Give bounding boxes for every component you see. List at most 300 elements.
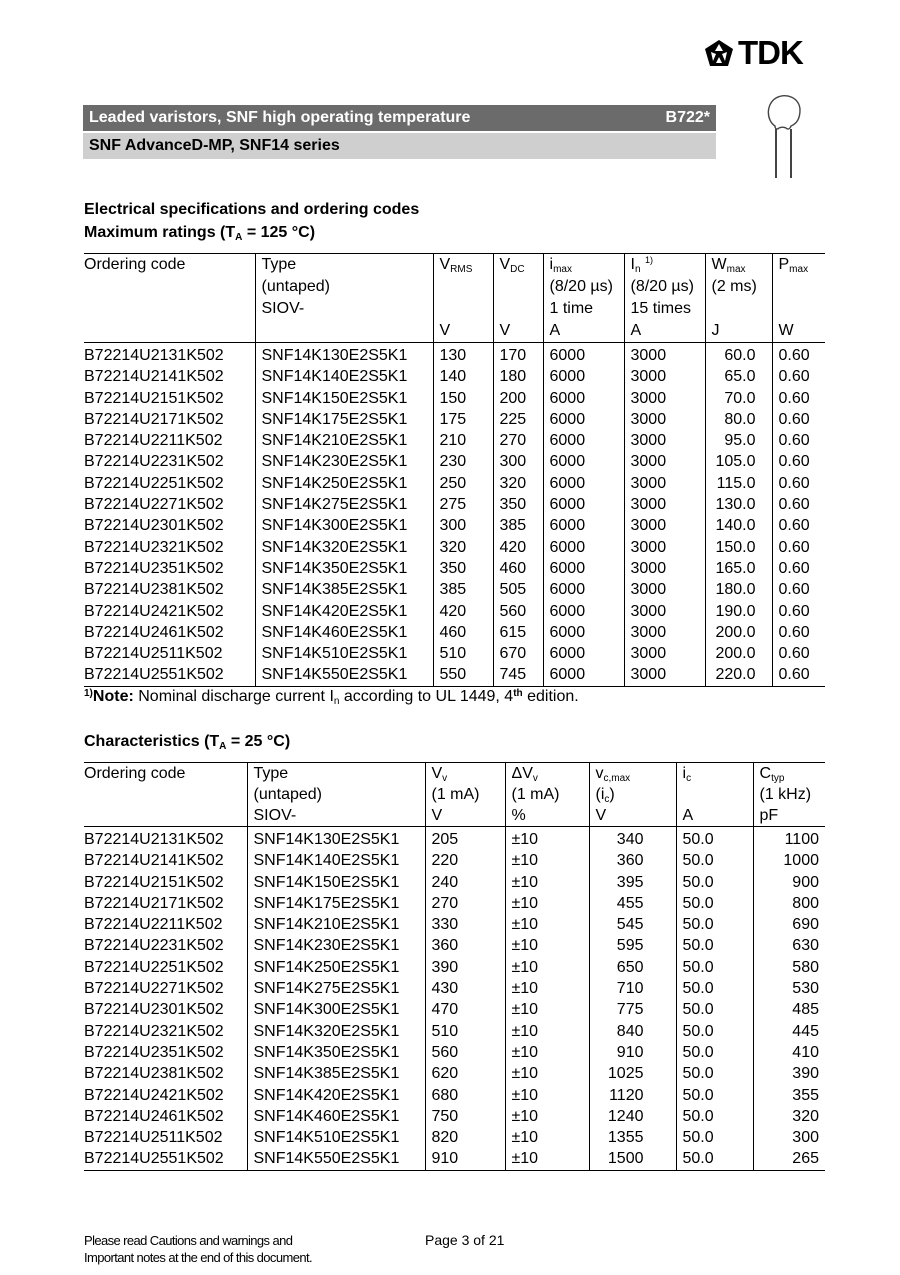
table-cell: SNF14K175E2S5K1 <box>247 893 425 914</box>
table-row <box>84 664 825 686</box>
table-cell: B72214U2421K502 <box>84 602 224 620</box>
table-cell: 670 <box>493 643 543 664</box>
table-cell: SNF14K550E2S5K1 <box>247 1148 425 1170</box>
characteristics-body <box>84 827 825 1171</box>
col-vv: $V_v$ <box>425 763 505 785</box>
header-row: (untaped) (1 mA) (1 mA) $(i_c)$ (1 kHz) <box>84 784 825 805</box>
table-cell: SNF14K550E2S5K1 <box>255 664 433 686</box>
table-cell: 1120 <box>589 1085 676 1106</box>
table-cell: SNF14K130E2S5K1 <box>255 343 433 367</box>
max-ratings-heading: Maximum ratings ($T_A = 125$ °C) <box>84 224 316 243</box>
table-row <box>84 1127 825 1148</box>
table-row <box>84 366 825 387</box>
table-cell: ±10 <box>505 893 589 914</box>
table-cell: 1100 <box>753 827 825 851</box>
col-imax: $i_{max}$ <box>543 254 624 277</box>
table-cell: SNF14K460E2S5K1 <box>247 1106 425 1127</box>
table-cell: 550 <box>433 664 493 686</box>
table-cell: 6000 <box>543 664 624 686</box>
table-cell: B72214U2251K502 <box>84 474 224 492</box>
table-cell: SNF14K230E2S5K1 <box>255 451 433 472</box>
table-cell: 390 <box>753 1063 825 1084</box>
header-row: (untaped) (8/20 µs) (8/20 µs) (2 ms) <box>84 276 825 298</box>
table-cell: 270 <box>425 893 505 914</box>
table-cell: 225 <box>493 409 543 430</box>
table-cell: 6000 <box>543 343 624 367</box>
table-cell: 50.0 <box>676 1148 753 1170</box>
table-cell: ±10 <box>505 935 589 956</box>
table-cell: 485 <box>753 999 825 1020</box>
table-cell: 50.0 <box>676 1042 753 1063</box>
table-cell: B72214U2231K502 <box>84 937 224 955</box>
table-cell: B72214U2321K502 <box>84 1022 224 1040</box>
table-cell: 0.60 <box>772 664 825 686</box>
table-cell: 130 <box>433 343 493 367</box>
table-cell: 6000 <box>543 622 624 643</box>
table-cell: 0.60 <box>772 473 825 494</box>
table-cell: 750 <box>425 1106 505 1127</box>
table-cell: 50.0 <box>676 850 753 871</box>
table-cell: 3000 <box>624 343 705 367</box>
table-row <box>84 827 825 851</box>
table-cell: 390 <box>425 957 505 978</box>
table-cell: 385 <box>493 515 543 536</box>
table-row <box>84 622 825 643</box>
table-cell: 0.60 <box>772 366 825 387</box>
table-cell: ±10 <box>505 999 589 1020</box>
table-cell: 115.0 <box>705 473 772 494</box>
table-cell: 0.60 <box>772 558 825 579</box>
table-row <box>84 978 825 999</box>
table-cell: 50.0 <box>676 999 753 1020</box>
table-row <box>84 430 825 451</box>
table-cell: 275 <box>433 494 493 515</box>
col-type: Type <box>255 254 433 277</box>
table-cell: 3000 <box>624 494 705 515</box>
table-cell: 6000 <box>543 515 624 536</box>
table-cell: 95.0 <box>705 430 772 451</box>
table-row <box>84 935 825 956</box>
table-cell: 710 <box>589 978 676 999</box>
table-cell: 3000 <box>624 664 705 686</box>
table-cell: 455 <box>589 893 676 914</box>
table-row <box>84 1021 825 1042</box>
table-cell: 320 <box>493 473 543 494</box>
table-cell: 545 <box>589 914 676 935</box>
table-cell: 150 <box>433 388 493 409</box>
table-cell: B72214U2151K502 <box>84 873 224 891</box>
table-cell: 150.0 <box>705 537 772 558</box>
table-cell: 0.60 <box>772 451 825 472</box>
table-cell: 460 <box>433 622 493 643</box>
table-cell: SNF14K420E2S5K1 <box>255 601 433 622</box>
table-cell: 6000 <box>543 643 624 664</box>
table-cell: SNF14K385E2S5K1 <box>255 579 433 600</box>
col-ctyp: $C_{typ}$ <box>753 763 825 785</box>
table-cell: 6000 <box>543 558 624 579</box>
page-number: Page 3 of 21 <box>425 1232 505 1248</box>
table-row <box>84 537 825 558</box>
tdk-logo <box>704 34 803 71</box>
table-cell: ±10 <box>505 1127 589 1148</box>
table-row <box>84 451 825 472</box>
table-cell: 300 <box>753 1127 825 1148</box>
table-cell: 180.0 <box>705 579 772 600</box>
table-cell: 180 <box>493 366 543 387</box>
table-cell: 300 <box>433 515 493 536</box>
table-cell: 395 <box>589 872 676 893</box>
table-cell: 0.60 <box>772 388 825 409</box>
table-cell: 50.0 <box>676 935 753 956</box>
table-cell: 420 <box>433 601 493 622</box>
series-bar <box>83 133 716 159</box>
table-cell: 0.60 <box>772 622 825 643</box>
series-title: SNF AdvanceD-MP, SNF14 series <box>89 137 340 154</box>
table-cell: SNF14K150E2S5K1 <box>247 872 425 893</box>
table-cell: ±10 <box>505 1148 589 1170</box>
table-row <box>84 409 825 430</box>
table-row <box>84 494 825 515</box>
table-cell: 70.0 <box>705 388 772 409</box>
col-type: Type <box>247 763 425 785</box>
table-cell: ±10 <box>505 978 589 999</box>
table-cell: 505 <box>493 579 543 600</box>
table-cell: 50.0 <box>676 827 753 851</box>
table-cell: 3000 <box>624 579 705 600</box>
table-cell: 130.0 <box>705 494 772 515</box>
table-row <box>84 1042 825 1063</box>
table-cell: B72214U2461K502 <box>84 623 224 641</box>
table-cell: 200 <box>493 388 543 409</box>
table-cell: 6000 <box>543 579 624 600</box>
table-cell: 210 <box>433 430 493 451</box>
table-cell: 775 <box>589 999 676 1020</box>
table-row <box>84 515 825 536</box>
table-cell: 360 <box>589 850 676 871</box>
table-cell: 385 <box>433 579 493 600</box>
header-row <box>84 254 825 277</box>
table-cell: B72214U2211K502 <box>84 916 223 934</box>
table-cell: SNF14K210E2S5K1 <box>247 914 425 935</box>
table-cell: 6000 <box>543 601 624 622</box>
table-cell: 50.0 <box>676 893 753 914</box>
tdk-emblem-icon <box>704 39 734 67</box>
table-cell: 320 <box>433 537 493 558</box>
table-cell: 910 <box>589 1042 676 1063</box>
table-cell: 910 <box>425 1148 505 1170</box>
col-ic: $i_c$ <box>676 763 753 785</box>
table-cell: SNF14K350E2S5K1 <box>255 558 433 579</box>
table-cell: 230 <box>433 451 493 472</box>
table-cell: 690 <box>753 914 825 935</box>
table-cell: B72214U2551K502 <box>84 666 224 684</box>
table-row <box>84 999 825 1020</box>
table-cell: SNF14K420E2S5K1 <box>247 1085 425 1106</box>
table-cell: 350 <box>433 558 493 579</box>
table-row <box>84 850 825 871</box>
table-cell: B72214U2141K502 <box>84 368 224 386</box>
table-row <box>84 1148 825 1170</box>
table-cell: 320 <box>753 1106 825 1127</box>
table-cell: 580 <box>753 957 825 978</box>
product-family-title: Leaded varistors, SNF high operating temperature <box>89 109 471 126</box>
table-cell: 6000 <box>543 366 624 387</box>
table-cell: SNF14K385E2S5K1 <box>247 1063 425 1084</box>
table-cell: SNF14K175E2S5K1 <box>255 409 433 430</box>
table-cell: SNF14K300E2S5K1 <box>255 515 433 536</box>
table-cell: 65.0 <box>705 366 772 387</box>
table-cell: 165.0 <box>705 558 772 579</box>
table-cell: SNF14K140E2S5K1 <box>247 850 425 871</box>
table-cell: 50.0 <box>676 1063 753 1084</box>
table-cell: 1240 <box>589 1106 676 1127</box>
table-cell: ±10 <box>505 914 589 935</box>
table-cell: 3000 <box>624 366 705 387</box>
table-cell: 240 <box>425 872 505 893</box>
col-pmax: $P_{max}$ <box>772 254 825 277</box>
table-cell: B72214U2351K502 <box>84 559 224 577</box>
table-cell: 3000 <box>624 409 705 430</box>
table-cell: 0.60 <box>772 409 825 430</box>
col-vdc: $V_{DC}$ <box>493 254 543 277</box>
table-cell: 220.0 <box>705 664 772 686</box>
table-cell: B72214U2171K502 <box>84 894 224 912</box>
table-cell: SNF14K210E2S5K1 <box>255 430 433 451</box>
brand-name: TDK <box>738 34 803 71</box>
table-cell: ±10 <box>505 872 589 893</box>
table-cell: 595 <box>589 935 676 956</box>
table-cell: 3000 <box>624 622 705 643</box>
table-row <box>84 1085 825 1106</box>
table-cell: B72214U2511K502 <box>84 645 223 663</box>
table-cell: 800 <box>753 893 825 914</box>
table-cell: SNF14K510E2S5K1 <box>255 643 433 664</box>
table-cell: 840 <box>589 1021 676 1042</box>
table-cell: B72214U2171K502 <box>84 410 224 428</box>
table-cell: 745 <box>493 664 543 686</box>
table-cell: 820 <box>425 1127 505 1148</box>
table-cell: 50.0 <box>676 914 753 935</box>
table-cell: ±10 <box>505 1106 589 1127</box>
table-cell: 0.60 <box>772 430 825 451</box>
table-cell: B72214U2551K502 <box>84 1150 224 1168</box>
table-row <box>84 914 825 935</box>
table-cell: 3000 <box>624 537 705 558</box>
table-cell: ±10 <box>505 1085 589 1106</box>
table-cell: SNF14K250E2S5K1 <box>247 957 425 978</box>
table-cell: B72214U2421K502 <box>84 1086 224 1104</box>
table-cell: ±10 <box>505 827 589 851</box>
table-cell: B72214U2271K502 <box>84 496 224 514</box>
table-cell: B72214U2131K502 <box>84 347 224 364</box>
table-cell: 50.0 <box>676 957 753 978</box>
table-cell: ±10 <box>505 1063 589 1084</box>
table-cell: SNF14K320E2S5K1 <box>255 537 433 558</box>
table-row <box>84 558 825 579</box>
table-cell: 510 <box>425 1021 505 1042</box>
table-cell: 360 <box>425 935 505 956</box>
table-cell: B72214U2141K502 <box>84 852 224 870</box>
table-cell: 615 <box>493 622 543 643</box>
table-cell: 3000 <box>624 451 705 472</box>
table-cell: SNF14K300E2S5K1 <box>247 999 425 1020</box>
table-cell: 3000 <box>624 430 705 451</box>
table-cell: 270 <box>493 430 543 451</box>
table-row <box>84 643 825 664</box>
table-cell: 6000 <box>543 494 624 515</box>
table-cell: B72214U2231K502 <box>84 453 224 471</box>
table-cell: B72214U2321K502 <box>84 538 224 556</box>
table-cell: B72214U2301K502 <box>84 1001 224 1019</box>
table-cell: 630 <box>753 935 825 956</box>
table-cell: 220 <box>425 850 505 871</box>
table-cell: 510 <box>433 643 493 664</box>
table-cell: 6000 <box>543 430 624 451</box>
table-cell: 410 <box>753 1042 825 1063</box>
table-cell: SNF14K275E2S5K1 <box>247 978 425 999</box>
col-in: $I_n$ $^{1)}$ <box>624 254 705 277</box>
table-cell: SNF14K250E2S5K1 <box>255 473 433 494</box>
col-wmax: $W_{max}$ <box>705 254 772 277</box>
table-cell: 6000 <box>543 537 624 558</box>
table-cell: 3000 <box>624 558 705 579</box>
table-cell: 0.60 <box>772 579 825 600</box>
table-cell: 1355 <box>589 1127 676 1148</box>
col-ordering-code: Ordering code <box>84 256 186 273</box>
table-cell: 3000 <box>624 643 705 664</box>
table-cell: 175 <box>433 409 493 430</box>
table-cell: 80.0 <box>705 409 772 430</box>
table-cell: 6000 <box>543 409 624 430</box>
table-cell: 3000 <box>624 388 705 409</box>
table-cell: 6000 <box>543 388 624 409</box>
table-cell: 560 <box>425 1042 505 1063</box>
table-cell: 420 <box>493 537 543 558</box>
table-cell: B72214U2511K502 <box>84 1129 223 1147</box>
table-cell: 355 <box>753 1085 825 1106</box>
table-cell: 430 <box>425 978 505 999</box>
table-cell: B72214U2381K502 <box>84 1065 224 1083</box>
table-row <box>84 388 825 409</box>
table-cell: ±10 <box>505 850 589 871</box>
max-ratings-body <box>84 343 825 687</box>
table-cell: B72214U2301K502 <box>84 517 224 535</box>
table-row <box>84 1063 825 1084</box>
col-vc-max: $v_{c,max}$ <box>589 763 676 785</box>
table-cell: 650 <box>589 957 676 978</box>
table-cell: 60.0 <box>705 343 772 367</box>
col-delta-vv: $\Delta V_v$ <box>505 763 589 785</box>
table-cell: 445 <box>753 1021 825 1042</box>
table-row <box>84 893 825 914</box>
table-cell: 0.60 <box>772 515 825 536</box>
table-row <box>84 473 825 494</box>
header-row: SIOV- 1 time 15 times <box>84 298 825 320</box>
table-cell: SNF14K230E2S5K1 <box>247 935 425 956</box>
table-cell: 205 <box>425 827 505 851</box>
table-cell: SNF14K460E2S5K1 <box>255 622 433 643</box>
table-cell: 190.0 <box>705 601 772 622</box>
table-cell: 0.60 <box>772 343 825 367</box>
table-cell: 200.0 <box>705 643 772 664</box>
table-cell: 140.0 <box>705 515 772 536</box>
table-cell: B72214U2381K502 <box>84 581 224 599</box>
table-cell: B72214U2151K502 <box>84 389 224 407</box>
table-cell: SNF14K510E2S5K1 <box>247 1127 425 1148</box>
table-cell: 620 <box>425 1063 505 1084</box>
table-cell: 0.60 <box>772 601 825 622</box>
table-cell: 50.0 <box>676 1106 753 1127</box>
table-cell: 530 <box>753 978 825 999</box>
table-cell: 0.60 <box>772 643 825 664</box>
table-cell: ±10 <box>505 957 589 978</box>
table-cell: B72214U2251K502 <box>84 958 224 976</box>
cautions-notice: Please read Cautions and warnings and Important notes at the end of this document. <box>84 1233 312 1265</box>
table-cell: SNF14K130E2S5K1 <box>247 827 425 851</box>
varistor-component-icon <box>764 92 804 180</box>
table-cell: 300 <box>493 451 543 472</box>
section-heading: Electrical specifications and ordering codes <box>84 201 420 218</box>
units-row: SIOV- V % V A pF <box>84 805 825 827</box>
max-ratings-table <box>84 253 825 687</box>
table-cell: 1025 <box>589 1063 676 1084</box>
table-cell: ±10 <box>505 1042 589 1063</box>
table-cell: 470 <box>425 999 505 1020</box>
table-cell: 250 <box>433 473 493 494</box>
table-cell: 1000 <box>753 850 825 871</box>
table-cell: 105.0 <box>705 451 772 472</box>
header-row <box>84 763 825 785</box>
col-vrms: $V_{RMS}$ <box>433 254 493 277</box>
table-cell: 3000 <box>624 473 705 494</box>
table-row <box>84 343 825 367</box>
table-cell: 6000 <box>543 473 624 494</box>
units-row: V V A A J W <box>84 320 825 343</box>
characteristics-table <box>84 762 825 1171</box>
product-family-bar <box>83 105 716 131</box>
table-cell: 265 <box>753 1148 825 1170</box>
table-row <box>84 601 825 622</box>
table-cell: 330 <box>425 914 505 935</box>
table-row <box>84 872 825 893</box>
table-cell: SNF14K140E2S5K1 <box>255 366 433 387</box>
table-cell: SNF14K150E2S5K1 <box>255 388 433 409</box>
table-cell: 140 <box>433 366 493 387</box>
table-cell: 560 <box>493 601 543 622</box>
table-cell: 50.0 <box>676 1127 753 1148</box>
table-cell: 3000 <box>624 515 705 536</box>
table-cell: 1500 <box>589 1148 676 1170</box>
table-cell: 170 <box>493 343 543 367</box>
table-cell: 460 <box>493 558 543 579</box>
table-cell: B72214U2211K502 <box>84 432 223 450</box>
table-cell: 350 <box>493 494 543 515</box>
table-cell: 680 <box>425 1085 505 1106</box>
table-cell: 50.0 <box>676 1085 753 1106</box>
table-cell: ±10 <box>505 1021 589 1042</box>
table-cell: 0.60 <box>772 494 825 515</box>
footnote: $^{1)}$Note: Nominal discharge current $I_n$ according to UL 1449, 4th edition. <box>84 688 579 707</box>
table-cell: B72214U2351K502 <box>84 1043 224 1061</box>
characteristics-heading: Characteristics ($T_A = 25$ °C) <box>84 733 291 752</box>
table-cell: SNF14K350E2S5K1 <box>247 1042 425 1063</box>
table-cell: 0.60 <box>772 537 825 558</box>
table-cell: B72214U2131K502 <box>84 831 224 848</box>
table-cell: 50.0 <box>676 978 753 999</box>
table-cell: 50.0 <box>676 1021 753 1042</box>
table-cell: 50.0 <box>676 872 753 893</box>
table-cell: 900 <box>753 872 825 893</box>
